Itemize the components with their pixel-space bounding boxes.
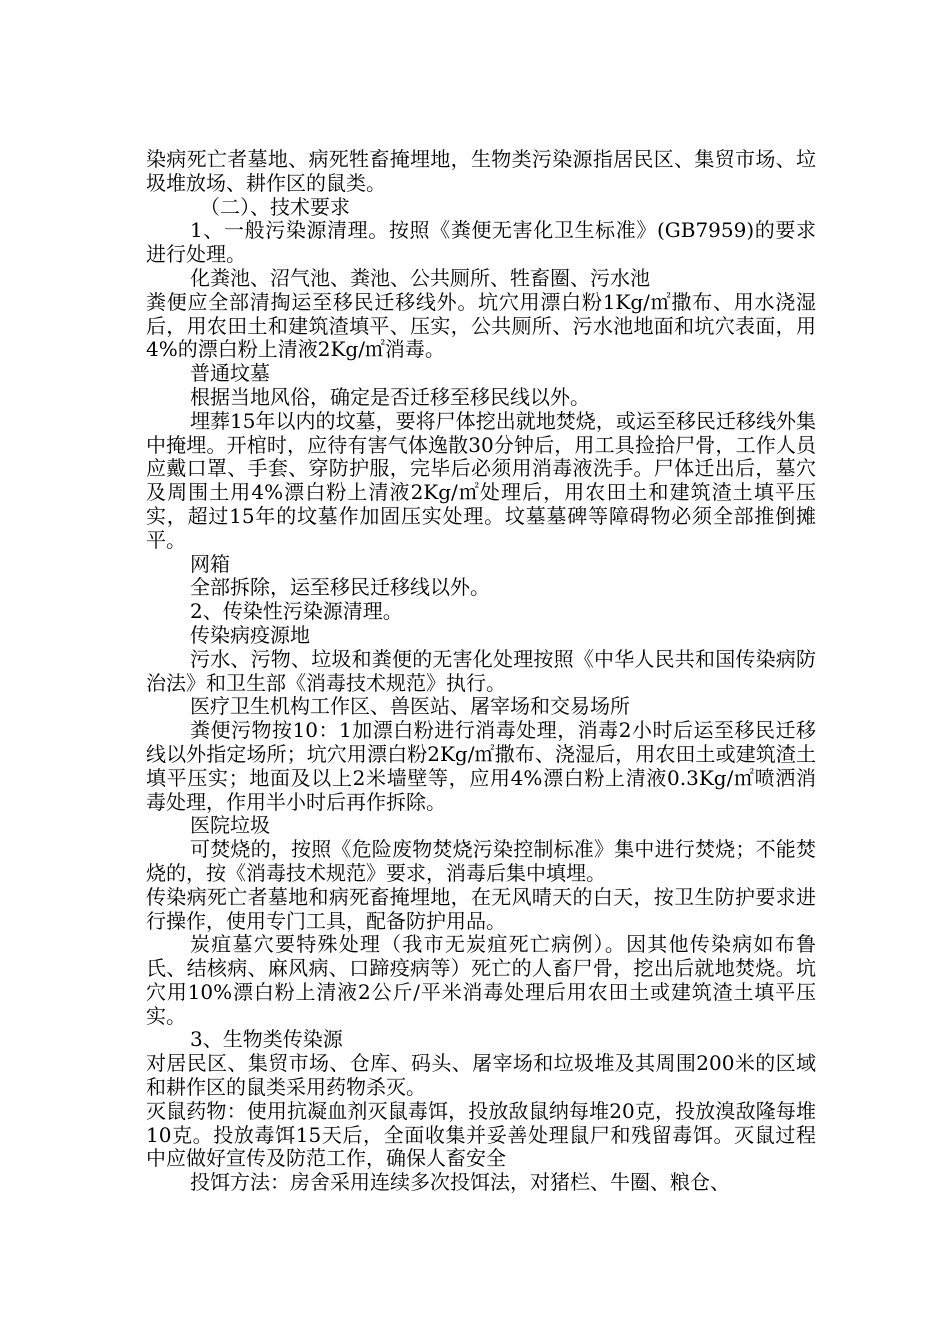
paragraph: 投饵方法：房舍采用连续多次投饵法，对猪栏、牛圈、粮仓、 <box>190 1170 730 1195</box>
paragraph: 染病死亡者墓地、病死牲畜掩埋地，生物类污染源指居民区、集贸市场、垃圾堆放场、耕作区的鼠类。 <box>146 147 816 195</box>
paragraph: 3、生物类传染源 <box>190 1027 343 1052</box>
paragraph: 医疗卫生机构工作区、兽医站、屠宰场和交易场所 <box>190 694 630 719</box>
paragraph: 医院垃圾 <box>190 813 270 838</box>
paragraph: 传染病死亡者墓地和病死畜掩埋地，在无风晴天的白天，按卫生防护要求进行操作，使用专门工具，配备防护用品。 <box>146 884 816 933</box>
paragraph: 污水、污物、垃圾和粪便的无害化处理按照《中华人民共和国传染病防治法》和卫生部《消毒技术规范》执行。 <box>146 646 816 695</box>
paragraph: （二）、技术要求 <box>200 194 350 219</box>
paragraph: 灭鼠药物：使用抗凝血剂灭鼠毒饵，投放敌鼠纳每堆20克，投放溴敌隆每堆10克。投放毒饵15天后，全面收集并妥善处理鼠尸和残留毒饵。灭鼠过程中应做好宣传及防范工作，确保人畜安全 <box>146 1098 816 1171</box>
paragraph: 对居民区、集贸市场、仓库、码头、屠宰场和垃圾堆及其周围200米的区域和耕作区的鼠类采用药物杀灭。 <box>146 1051 816 1100</box>
paragraph: 埋葬15年以内的坟墓，要将尸体挖出就地焚烧，或运至移民迁移线外集中掩埋。开棺时，应待有害气体逸散30分钟后，用工具捡拾尸骨，工作人员应戴口罩、手套、穿防护服，完毕后必须用消毒液洗手。尸体迁出后，墓穴及周围土用4%漂白粉上清液2Kg/㎡处理后，用农田土和建筑渣土填平压实，超过15年的坟墓作加固压实处理。坟墓墓碑等障碍物必须全部推倒摊平。 <box>146 408 816 552</box>
paragraph: 全部拆除，运至移民迁移线以外。 <box>190 575 490 600</box>
paragraph: 化粪池、沼气池、粪池、公共厕所、牲畜圈、污水池 <box>190 265 650 290</box>
paragraph: 炭疽墓穴要特殊处理（我市无炭疽死亡病例）。因其他传染病如布鲁氏、结核病、麻风病、口蹄疫病等）死亡的人畜尸骨，挖出后就地焚烧。坑穴用10%漂白粉上清液2公斤/平米消毒处理后用农田土或建筑渣土填平压实。 <box>146 932 816 1028</box>
document-body <box>146 148 816 1195</box>
paragraph: 粪便应全部清掏运至移民迁移线外。坑穴用漂白粉1Kg/㎡撒布、用水浇湿后，用农田土和建筑渣填平、压实，公共厕所、污水池地面和坑穴表面，用4%的漂白粉上清液2Kg/㎡消毒。 <box>146 289 816 362</box>
paragraph: 网箱 <box>190 551 230 576</box>
paragraph: 1、一般污染源清理。按照《粪便无害化卫生标准》(GB7959)的要求进行处理。 <box>146 218 816 267</box>
paragraph: 可焚烧的，按照《危险废物焚烧污染控制标准》集中进行焚烧；不能焚烧的，按《消毒技术规范》要求，消毒后集中填埋。 <box>146 837 816 885</box>
paragraph: 传染病疫源地 <box>190 622 310 647</box>
paragraph: 粪便污物按10：1加漂白粉进行消毒处理，消毒2小时后运至移民迁移线以外指定场所；坑穴用漂白粉2Kg/㎡撒布、浇湿后，用农田土或建筑渣土填平压实；地面及以上2米墙壁等，应用4%漂白粉上清液0.3Kg/㎡喷洒消毒处理，作用半小时后再作拆除。 <box>146 718 816 814</box>
paragraph: 根据当地风俗，确定是否迁移至移民线以外。 <box>190 384 590 409</box>
paragraph: 2、传染性污染源清理。 <box>190 599 403 624</box>
paragraph: 普通坟墓 <box>190 361 270 386</box>
